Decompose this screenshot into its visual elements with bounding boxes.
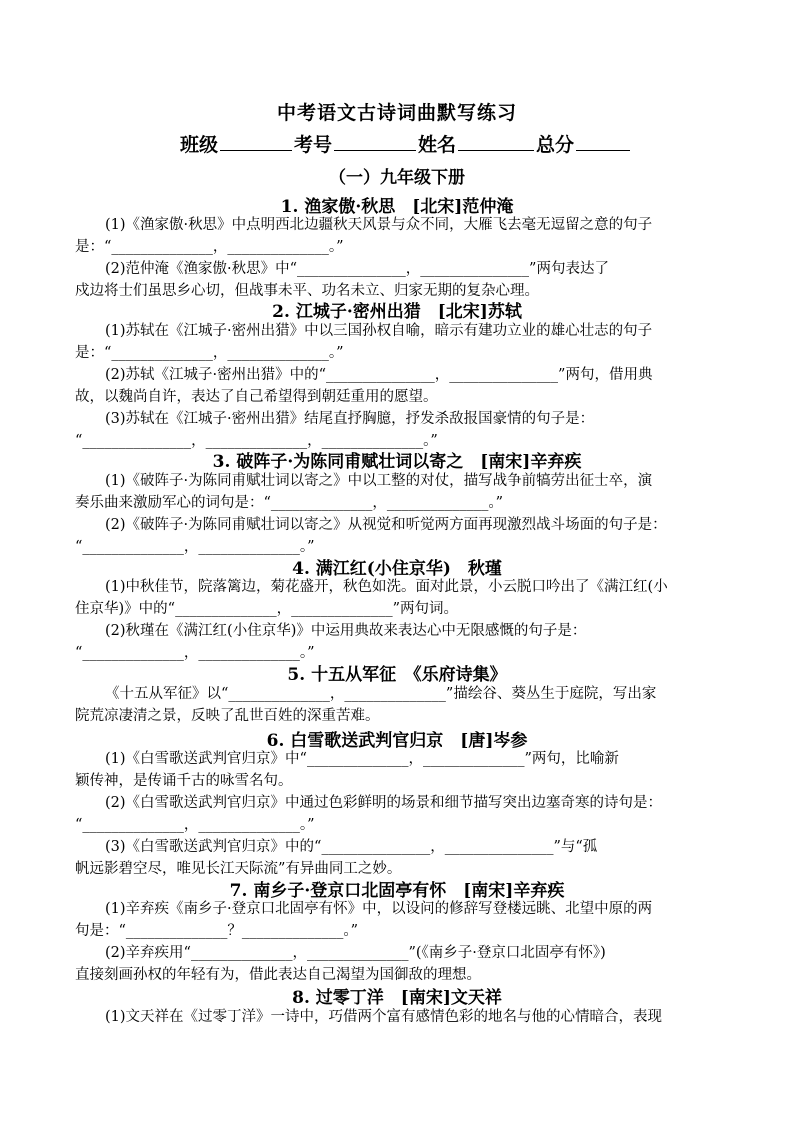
class-label: 班级 [180,134,219,156]
page-title: 中考语文古诗词曲默写练习 [276,102,517,124]
question-line: 是：“______________，______________。” [75,345,344,361]
question-line: 句是：“______________？______________。” [75,923,359,939]
exam-no-blank[interactable] [334,132,416,151]
class-blank[interactable] [220,132,292,151]
exam-no-label: 考号 [294,134,333,156]
question-line: (1)《白雪歌送武判官归京》中“______________，______________”两句，比喻新 [105,751,619,767]
question-line: (1)中秋佳节，院落篱边，菊花盛开，秋色如洗。面对此景，小云脱口吟出了《满江红(小 [105,579,668,595]
question-line: “______________，______________。” [75,539,315,555]
question-line: (1)苏轼在《江城子·密州出猎》中以三国孙权自喻，暗示有建功立业的雄心壮志的句子 [105,323,653,339]
question-line: (2)苏轼《江城子·密州出猎》中的“_______________，_______________”两句，借用典 [105,367,653,383]
question-line: (3)《白雪歌送武判官归京》中的“_______________，_______________”与“孤 [105,839,598,855]
question-line: (1)《破阵子·为陈同甫赋壮词以寄之》中以工整的对仗，描写战争前犒劳出征士卒，演 [105,473,653,489]
question-line: 是：“______________，______________。” [75,239,344,255]
question-line: (1)文天祥在《过零丁洋》一诗中，巧借两个富有感情色彩的地名与他的心情暗合，表现 [105,1009,663,1025]
poem-heading: 8. 过零丁洋 [南宋]文天祥 [292,988,502,1008]
name-label: 姓名 [418,134,457,156]
question-line: (1)《渔家傲·秋思》中点明西北边疆秋天风景与众不同，大雁飞去毫无逗留之意的句子 [105,217,653,233]
section-title: （一）九年级下册 [329,168,465,188]
question-line: (2)《破阵子·为陈同甫赋壮词以寄之》从视觉和听觉两方面再现激烈战斗场面的句子是： [105,517,667,533]
poem-heading: 1. 渔家傲·秋思 [北宋]范仲淹 [280,197,514,217]
question-line: 直接刻画孙权的年轻有为，借此表达自己渴望为国御敌的理想。 [75,967,481,983]
question-line: (2)《白雪歌送武判官归京》中通过色彩鲜明的场景和细节描写突出边塞奇寒的诗句是： [105,795,663,811]
name-blank[interactable] [458,132,534,151]
question-line: 颖传神，是传诵千古的咏雪名句。 [75,773,293,789]
poem-heading: 5. 十五从军征 《乐府诗集》 [287,665,507,685]
question-line: (2)范仲淹《渔家傲·秋思》中“_______________，_______________”两句表达了 [105,261,609,277]
student-info-line [180,130,632,157]
score-label: 总分 [536,134,575,156]
question-line: (2)秋瑾在《满江红(小住京华)》中运用典故来表达心中无限感慨的句子是： [105,623,587,639]
poem-heading: 7. 南乡子·登京口北固亭有怀 [南宋]辛弃疾 [229,881,565,901]
question-line: 住京华)》中的“______________，______________”两句词。 [75,601,458,617]
question-line: (3)苏轼在《江城子·密州出猎》结尾直抒胸臆，抒发杀敌报国豪情的句子是： [105,411,595,427]
question-line: “_______________，______________，______________。” [75,433,438,449]
question-line: 帆远影碧空尽，唯见长江天际流”有异曲同工之妙。 [75,861,402,877]
question-line: (2)辛弃疾用“______________，______________”(《南乡子·登京口北固亭有怀》) [105,945,606,961]
question-line: 故，以魏尚自许，表达了自己希望得到朝廷重用的愿望。 [75,389,438,405]
question-line: (1)辛弃疾《南乡子·登京口北固亭有怀》中，以设问的修辞写登楼远眺、北望中原的两 [105,901,653,917]
poem-heading: 4. 满江红(小住京华) 秋瑾 [292,559,502,579]
poem-heading: 3. 破阵子·为陈同甫赋壮词以寄之 [南宋]辛弃疾 [212,452,582,472]
question-line: 院荒凉凄清之景，反映了乱世百姓的深重苦难。 [75,708,380,724]
question-line: “______________，______________。” [75,645,315,661]
question-line: “______________，______________。” [75,817,315,833]
question-line: 《十五从军征》以“______________，______________”描绘谷、葵丛生于庭院，写出家 [105,686,657,702]
question-line: 奏乐曲来激励军心的词句是：“______________，______________。” [75,495,504,511]
score-blank[interactable] [576,132,630,151]
poem-heading: 2. 江城子·密州出猎 [北宋]苏轼 [272,302,522,322]
poem-heading: 6. 白雪歌送武判官归京 [唐]岑参 [266,731,528,751]
question-line: 戍边将士们虽思乡心切，但战事未平、功名未立、归家无期的复杂心理。 [75,283,539,299]
